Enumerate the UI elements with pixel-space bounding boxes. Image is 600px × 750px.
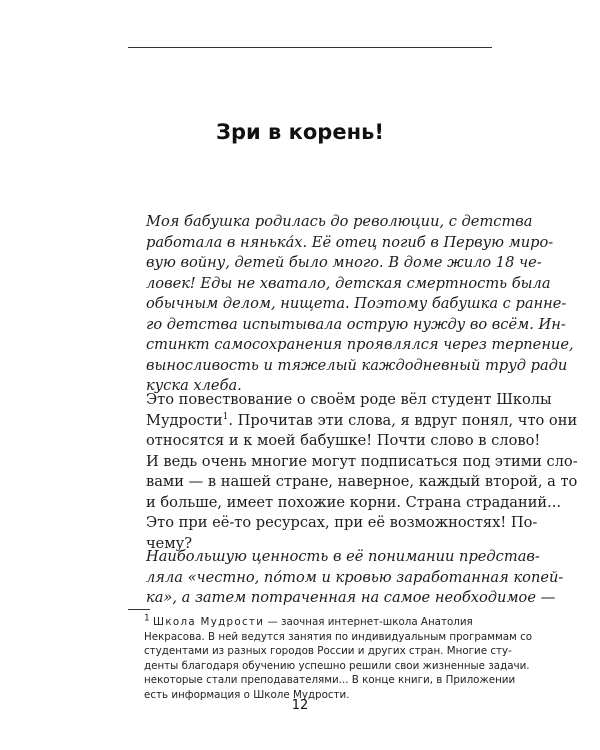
- text-fragment: — заочная интернет-школа Анатолия: [264, 616, 473, 628]
- page-number: 12: [291, 698, 309, 713]
- text-line: относятся и к моей бабушке! Почти слово в слово!: [146, 432, 541, 449]
- text-line: выносливость и тяжелый каждодневный труд ради: [146, 356, 568, 374]
- text-line: и больше, имеет похожие корни. Страна страданий...: [146, 493, 562, 511]
- text-line: работала в нянька́х. Её отец погиб в Первую миро-: [146, 233, 554, 251]
- footnote-term: Школа Мудрости: [153, 616, 265, 628]
- text-fragment: . Прочитав эти слова, я вдруг понял, что они: [228, 411, 578, 429]
- footnote: [144, 613, 533, 702]
- text-line: го детства испытывала острую нужду во всём. Ин-: [146, 315, 566, 333]
- text-line: [0, 411, 578, 432]
- text-line: Это повествование о своём роде вёл студент Школы: [146, 391, 552, 408]
- text-line: ка», а затем потраченная на самое необходимое —: [146, 589, 556, 606]
- footnote-line: некоторые стали преподавателями... В конце книги, в Приложении: [144, 674, 516, 686]
- text-line: чему?: [146, 534, 193, 552]
- footnote-line: денты благодаря обучению успешно решили свои жизненные задачи.: [144, 659, 530, 672]
- text-line: стинкт самосохранения проявлялся через терпение,: [146, 336, 574, 353]
- text-line: И ведь очень многие могут подписаться под этими сло-: [146, 452, 578, 470]
- footnote-rule: [128, 609, 150, 610]
- paragraph-2: [146, 390, 578, 554]
- text-line: обычным делом, нищета. Поэтому бабушка с ранне-: [146, 295, 567, 312]
- text-line: Наибольшую ценность в её понимании представ-: [146, 548, 540, 565]
- text-line: вую войну, детей было много. В доме жило 18 че-: [146, 254, 542, 271]
- text-fragment: Мудрости: [146, 411, 223, 429]
- text-line: ловек! Еды не хватало, детская смертность была: [146, 274, 551, 292]
- footnote-line: Некрасова. В ней ведутся занятия по индивидуальным программам со: [144, 630, 533, 643]
- footnote-number: 1: [144, 613, 150, 624]
- footnote-line: есть информация о Школе Мудрости.: [144, 688, 350, 701]
- top-rule: [128, 47, 492, 48]
- chapter-title: Зри в корень!: [216, 120, 384, 144]
- text-line: ляла «честно, по́том и кровью заработанная копей-: [146, 568, 564, 586]
- paragraph-1: [146, 212, 574, 397]
- footnote-line: [144, 615, 504, 630]
- paragraph-3: [146, 547, 564, 609]
- footnote-ref[interactable]: 1: [222, 411, 229, 422]
- text-line: куска хлеба.: [146, 377, 242, 394]
- text-line: Это при её-то ресурсах, при её возможностях! По-: [146, 514, 538, 531]
- text-line: Моя бабушка родилась до революции, с детства: [146, 213, 533, 230]
- text-line: вами — в нашей стране, наверное, каждый второй, а то: [146, 473, 578, 490]
- footnote-line: студентами из разных городов России и других стран. Многие сту-: [144, 645, 512, 657]
